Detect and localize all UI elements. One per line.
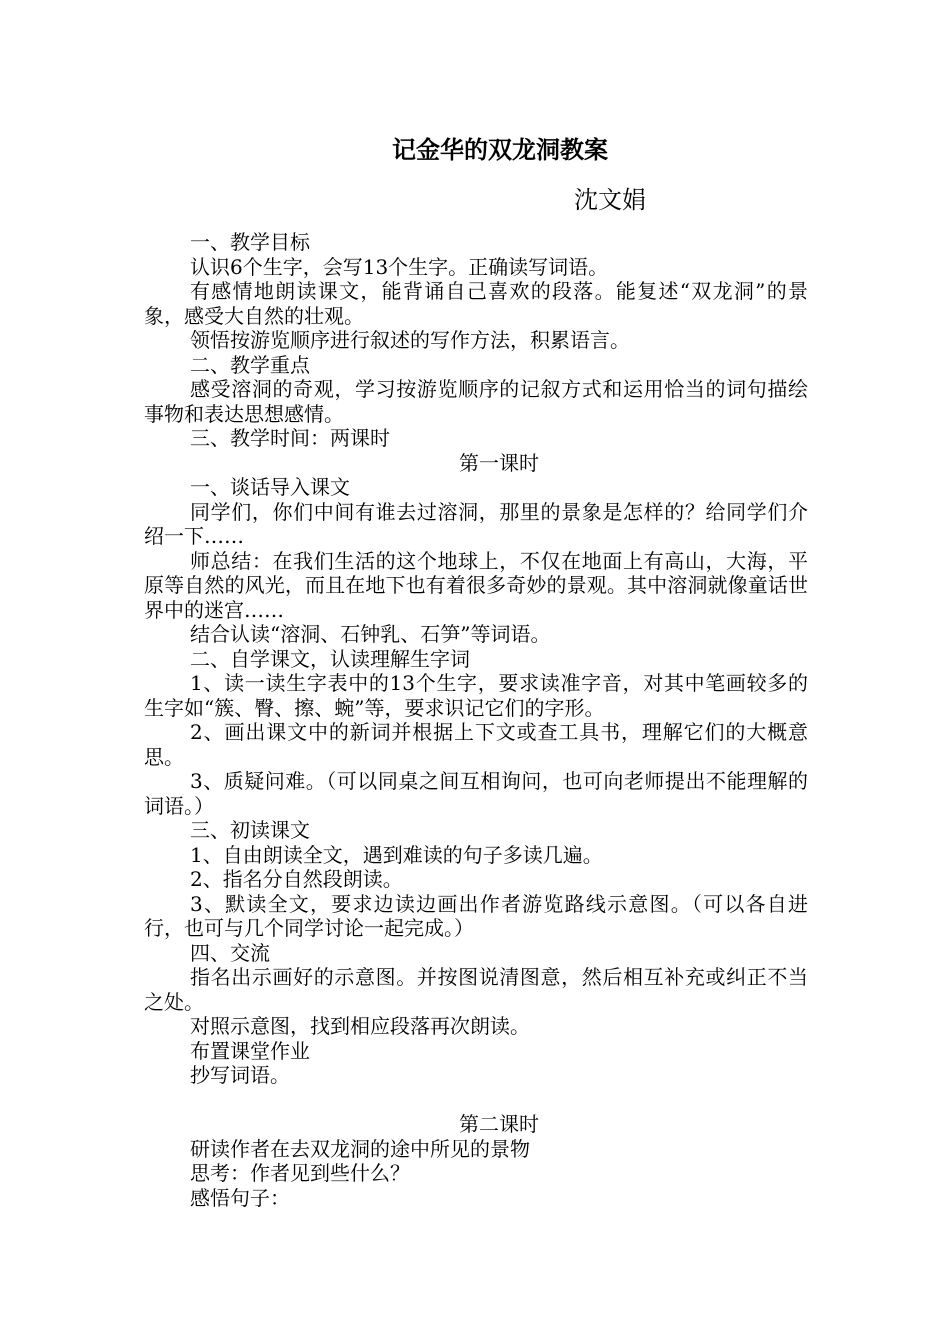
blank-line — [144, 1088, 808, 1113]
paragraph: 布置课堂作业 — [190, 1038, 310, 1063]
paragraph: 领悟按游览顺序进行叙述的写作方法，积累语言。 — [190, 328, 630, 352]
section-heading: 二、教学重点 — [190, 352, 310, 377]
paragraph: 对照示意图，找到相应段落再次朗读。 — [190, 1014, 530, 1038]
paragraph: 抄写词语。 — [190, 1063, 290, 1087]
paragraph: 思考：作者见到些什么？ — [190, 1161, 410, 1185]
paragraph: 认识6个生字，会写13个生字。正确读写词语。 — [190, 254, 609, 279]
section-heading: 四、交流 — [190, 940, 270, 965]
paragraph: 2、画出课文中的新词并根据上下文或查工具书，理解它们的大概意思。 — [144, 720, 808, 769]
paragraph: 1、读一读生字表中的13个生字，要求读准字音，对其中笔画较多的生字如“簇、臀、擦、蜿”等，要求识记它们的字形。 — [144, 671, 808, 720]
section-heading: 一、谈话导入课文 — [190, 475, 350, 499]
document-title: 记金华的双龙洞教案 — [392, 135, 608, 164]
section-heading: 三、教学时间：两课时 — [190, 426, 390, 450]
section-heading: 三、初读课文 — [190, 818, 310, 842]
document-author: 沈文娟 — [574, 186, 646, 214]
document-page — [144, 130, 808, 1210]
lesson-heading: 第一课时 — [459, 450, 539, 475]
document-body — [144, 230, 808, 1210]
section-heading: 二、自学课文，认读理解生字词 — [190, 646, 470, 671]
paragraph: 3、默读全文，要求边读边画出作者游览路线示意图。（可以各自进行，也可与几个同学讨论一起完成。） — [144, 891, 808, 940]
paragraph: 1、自由朗读全文，遇到难读的句子多读几遍。 — [190, 842, 603, 867]
paragraph: 师总结：在我们生活的这个地球上，不仅在地面上有高山，大海，平原等自然的风光，而且在地下也有着很多奇妙的景观。其中溶洞就像童话世界中的迷宫…… — [144, 548, 808, 622]
paragraph: 3、质疑问难。（可以同桌之间互相询问，也可向老师提出不能理解的词语。） — [144, 769, 808, 818]
paragraph: 感悟句子： — [190, 1185, 290, 1210]
paragraph: 指名出示画好的示意图。并按图说清图意，然后相互补充或纠正不当之处。 — [144, 965, 808, 1014]
paragraph: 结合认读“溶洞、石钟乳、石笋”等词语。 — [190, 622, 551, 646]
lesson-heading: 第二课时 — [459, 1112, 539, 1136]
paragraph: 2、指名分自然段朗读。 — [190, 867, 403, 891]
paragraph: 感受溶洞的奇观，学习按游览顺序的记叙方式和运用恰当的词句描绘事物和表达思想感情。 — [144, 377, 808, 426]
paragraph: 同学们，你们中间有谁去过溶洞，那里的景象是怎样的？给同学们介绍一下…… — [144, 499, 808, 548]
section-heading: 一、教学目标 — [190, 230, 310, 254]
paragraph: 有感情地朗读课文，能背诵自己喜欢的段落。能复述“双龙洞”的景象，感受大自然的壮观。 — [144, 279, 808, 328]
paragraph: 研读作者在去双龙洞的途中所见的景物 — [190, 1136, 530, 1161]
